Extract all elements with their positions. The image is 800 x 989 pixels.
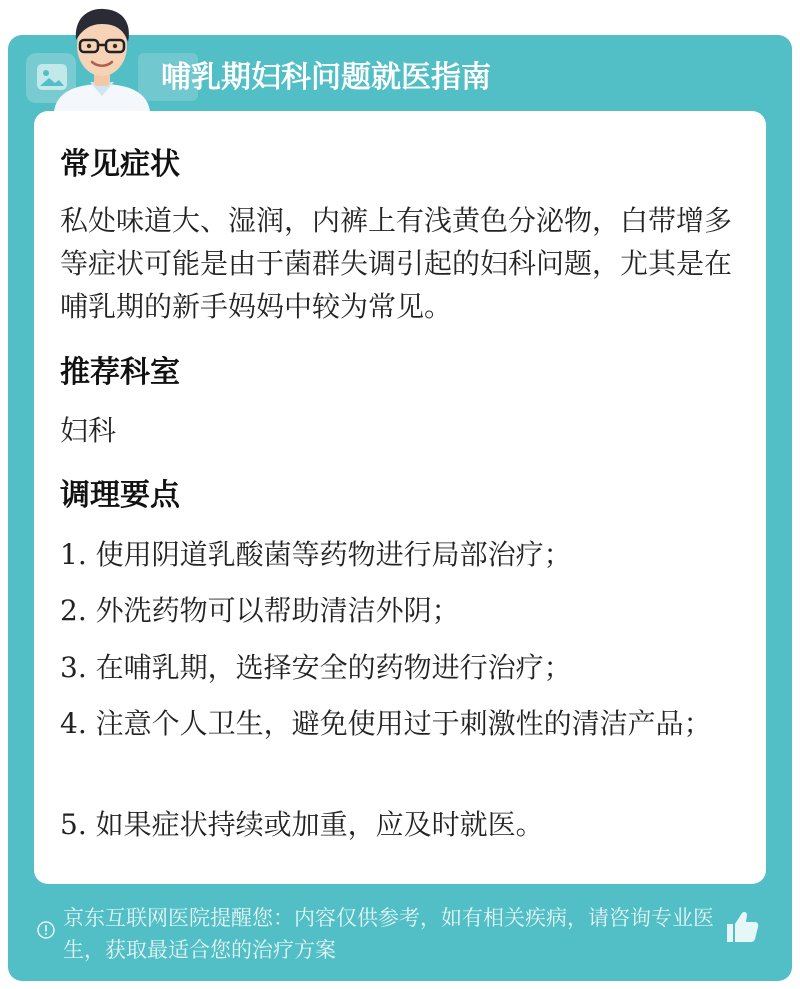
list-item: 2. 外洗药物可以帮助清洁外阴； xyxy=(60,594,460,627)
section-title-care-tips: 调理要点 xyxy=(60,478,180,513)
footer-disclaimer: 京东互联网医院提醒您：内容仅供参考，如有相关疾病，请咨询专业医生，获取最适合您的治疗方案 xyxy=(63,906,714,962)
section-title-department: 推荐科室 xyxy=(60,355,180,390)
info-icon xyxy=(37,921,55,939)
list-item: 5. 如果症状持续或加重，应及时就医。 xyxy=(60,808,544,841)
list-item: 1. 使用阴道乳酸菌等药物进行局部治疗； xyxy=(60,538,572,571)
list-item: 3. 在哺乳期，选择安全的药物进行治疗； xyxy=(60,651,572,684)
department-value: 妇科 xyxy=(60,414,117,447)
section-title-symptoms: 常见症状 xyxy=(60,147,180,182)
list-item: 4. 注意个人卫生，避免使用过于刺激性的清洁产品； xyxy=(60,707,712,740)
doctor-avatar xyxy=(46,0,158,112)
page-title: 哺乳期妇科问题就医指南 xyxy=(161,60,491,95)
symptoms-description: 私处味道大、湿润，内裤上有浅黄色分泌物，白带增多等症状可能是由于菌群失调引起的妇科问题，尤其是在哺乳期的新手妈妈中较为常见。 xyxy=(60,204,733,323)
thumbs-up-icon[interactable] xyxy=(724,910,760,944)
content-card xyxy=(34,111,766,884)
